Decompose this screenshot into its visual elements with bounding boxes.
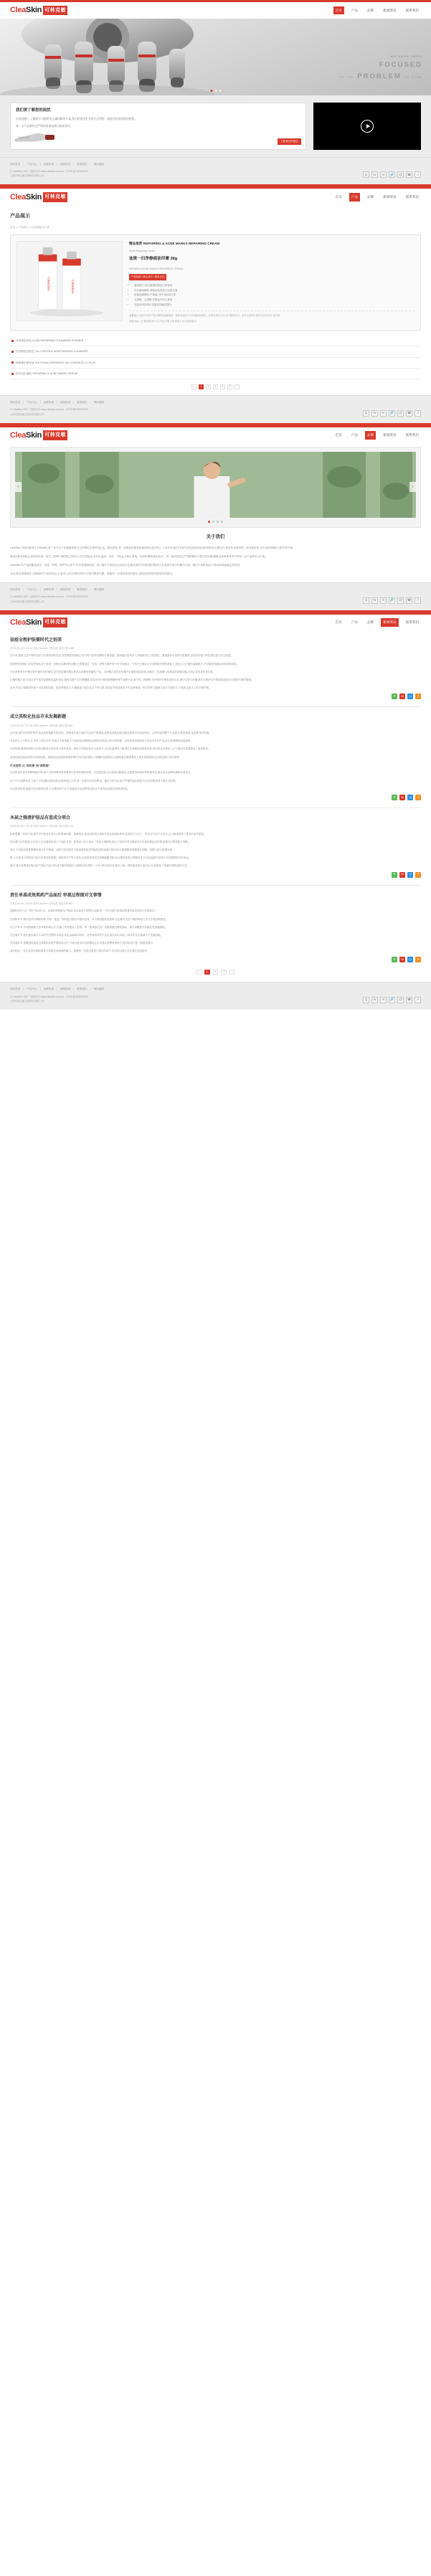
- footer-link-2[interactable]: 品牌故事: [43, 163, 54, 166]
- wechat-share-icon-0[interactable]: ✆: [392, 693, 397, 699]
- about-paragraph-2: CleaSkin 的产品线覆盖清洁、控油、舒缓、修护四大环节,针对青春期痘痘、成人期压力性痘痘以及痘后色素沉着等不同阶段的肌肤状态,提供分层次的解决方案。我们不承诺奇迹,只承诺持续而稳定的改善。: [10, 563, 242, 567]
- share-icon-2[interactable]: ↗: [415, 410, 421, 417]
- footer3-copyright-line-1: © CleaSkin 2017 · 版权所有 www.cleaskin.com.cn · 沪ICP备00000000号: [10, 595, 89, 599]
- news-title-3[interactable]: 责任单基成效类药产品面后 审视过程图对文事情: [10, 893, 102, 898]
- news-0-paragraph-1: 皮肤科医师指出,祛痘护理从来不是单一步骤可以解决的问题,它需要清洁、控油、舒缓与修护四个环节的配合。只有在正确认识自身肌肤类型的基础上,选择与之匹配的温和配方,才可能获得稳定而持续的改善。: [10, 662, 239, 666]
- news-meta-2: 发布时间:2017-06-19 来源:CleaSkin 可林克敏 浏览次数:1107: [10, 825, 74, 828]
- footer2-copyright-line-2: 上海可林克敏生物科技有限公司: [10, 412, 44, 416]
- main-nav-about: [333, 431, 421, 440]
- mail-icon-3[interactable]: @: [397, 597, 404, 604]
- nav2-item-brand[interactable]: 品牌: [367, 194, 374, 199]
- link-share-icon-1[interactable]: ↗: [415, 795, 421, 800]
- news-0-paragraph-4: 此外,作息与情绪同样是不可忽视的因素。临床观察显示,长期熬夜与高压状态下的人群,痘痘复发率显著高于作息规律者。科学护肤与健康生活方式相结合,才是真正意义上的全程护理。: [10, 686, 212, 690]
- nav2-item-contact[interactable]: 联系我们: [405, 194, 419, 199]
- news-3-paragraph-2: 在生产环节,车间按照相关洁净度标准运行,关键工序设置双人复核。每一批成品在出厂前都需通过理化指标、微生物限度以及稳定性加速测试。: [10, 925, 167, 929]
- news-pager-prev[interactable]: ‹: [196, 970, 202, 975]
- logo-text-skin-3: Skin: [26, 430, 42, 440]
- share-icon-3[interactable]: ↗: [415, 597, 421, 604]
- pager-prev[interactable]: ‹: [191, 384, 196, 389]
- nav3-item-products[interactable]: 产品: [351, 433, 359, 437]
- pager-page-5[interactable]: 5: [227, 384, 232, 389]
- product-tubes-illustration: [17, 242, 122, 321]
- product-image[interactable]: [16, 241, 123, 321]
- product-bullet-list: [129, 283, 415, 307]
- news-pagination: [0, 970, 431, 975]
- nav-item-products[interactable]: 产品: [351, 8, 359, 12]
- product-list: [10, 336, 421, 379]
- news-article-0: [10, 637, 421, 700]
- qq-icon-2[interactable]: Q: [363, 410, 369, 417]
- feature-more-button[interactable]: 了解我们的理念: [278, 138, 301, 145]
- wechat-share-icon-1[interactable]: ✆: [392, 795, 397, 800]
- nav4-item-products[interactable]: 产品: [351, 620, 359, 625]
- microscope-image: [0, 19, 258, 95]
- footer4-copyright-line-2: 上海可林克敏生物科技有限公司: [10, 999, 44, 1003]
- product-list-item-2[interactable]: [10, 358, 421, 369]
- news-share-0: [10, 693, 421, 699]
- footer4-link-0[interactable]: 网站首页: [10, 988, 21, 991]
- site-header-about: [0, 425, 431, 444]
- logo-text-cn-3: 可林克敏: [43, 430, 67, 440]
- product-info: [129, 241, 415, 324]
- qq-share-icon-1[interactable]: Q: [407, 795, 413, 800]
- pager-page-3[interactable]: 3: [213, 384, 218, 389]
- news-title-1[interactable]: 成立美粒化妆品市未发揭新题: [10, 715, 67, 720]
- pager-page-1[interactable]: 1: [199, 384, 204, 389]
- news-3-paragraph-1: 在原料环节,我们坚持可溯源采购,对每一批进厂原料进行检验并留样备查。对于植物提取类原料,还会额外关注产地的种植方式与农残控制情况。: [10, 917, 168, 921]
- svg-text:CleaSkin: CleaSkin: [70, 280, 74, 295]
- news-share-2: [10, 872, 421, 878]
- weibo-share-icon-0[interactable]: W: [399, 693, 405, 699]
- pager-next[interactable]: ›: [235, 384, 240, 389]
- news-meta-1: 发布时间:2017-07-28 来源:CleaSkin 可林克敏 浏览次数:964: [10, 724, 73, 727]
- about-heading: 关于我们: [206, 534, 225, 539]
- about-paragraph-1: 我们的研发团队由皮肤科医师、配方工程师与植物化学研究人员共同组成,坚持以温和、有效、可验证为核心原则。从原料溯源到成品出厂,每一批次都经过严格的理化与微生物检测,确保送到消费者手中的每一支产品都安全可靠。: [10, 554, 267, 558]
- site-header-products: [0, 186, 431, 205]
- qq-icon-3[interactable]: Q: [363, 597, 369, 604]
- hero-carousel-dots[interactable]: [210, 90, 221, 92]
- page-root: [0, 0, 431, 1010]
- nav2-item-home[interactable]: 首页: [335, 194, 342, 199]
- nav3-item-news[interactable]: 新闻资讯: [383, 433, 397, 437]
- pager-page-2[interactable]: 2: [206, 384, 211, 389]
- phone-icon[interactable]: ☎: [406, 171, 412, 178]
- news-pager-next[interactable]: ›: [229, 970, 235, 975]
- product-list-label-0: 祛痘修复套装 ACNE REPAIRING CLEANSING POWDER: [16, 339, 84, 343]
- footer4-copyright-line-1: © CleaSkin 2017 · 版权所有 www.cleaskin.com.cn · 沪ICP备00000000号: [10, 995, 89, 998]
- weibo-icon-3[interactable]: W: [371, 597, 378, 604]
- mail-icon-4[interactable]: @: [397, 997, 404, 1003]
- footer-social-list-4: [363, 997, 421, 1003]
- share-icon[interactable]: ↗: [415, 171, 421, 178]
- news-article-2: [10, 815, 421, 878]
- nav3-item-contact[interactable]: 联系我们: [405, 433, 419, 437]
- qq-icon-4[interactable]: Q: [363, 997, 369, 1003]
- footer4-link-3[interactable]: 新闻资讯: [60, 988, 71, 991]
- news-separator-2: [10, 885, 421, 886]
- news-1-paragraph2-0: 过去的宣传更多依赖情绪共鸣,而今天的消费者希望看到可复现的测试结果。无论是皮肤含水量的仪器测定,还是使用四周后的影像对比,都在成为品牌沟通的标准语言。: [10, 771, 193, 775]
- footer3-link-1[interactable]: 产品中心: [27, 588, 37, 592]
- gallery-dot-2[interactable]: [212, 521, 214, 523]
- footer-about: [0, 582, 431, 610]
- news-article-1: [10, 714, 421, 800]
- product-name-en: Acne Repairing Cream: [129, 250, 156, 253]
- phone-icon-2[interactable]: ☎: [406, 410, 412, 417]
- logo-text-cn: 可林克敏: [43, 6, 67, 16]
- footer3-link-2[interactable]: 品牌故事: [43, 588, 54, 592]
- footer-home: [0, 157, 431, 184]
- product-note: 温馨提示:本品为外用产品,请避免接触眼部。使用前请先于耳后做皮肤测试。开封后请在12个月内使用完毕。如有不适请立即停用并咨询专业医师。: [129, 311, 415, 318]
- hero-banner[interactable]: [0, 19, 431, 95]
- news-1-paragraph-3: 监管层面的规范同样在持续加强。新版化妆品监督管理条例对功效宣称提出了明确的证据要求,这意味着品牌需要投入更多资源建设自己的检测与评价体系。: [10, 755, 181, 759]
- news-2-paragraph-4: 最后,建议消费者在购买新产品时,先在耳后或手腕内侧进行小面积试用,观察二十四小时后再决定是否上脸。理性阅读成分表,结合自身感受,才是最可靠的选择方式。: [10, 864, 189, 868]
- link-share-icon-3[interactable]: ↗: [415, 957, 421, 962]
- site-logo-products[interactable]: [10, 191, 67, 204]
- footer-copyright: [10, 169, 88, 178]
- qq-share-icon-3[interactable]: Q: [407, 957, 413, 962]
- wechat-share-icon-3[interactable]: ✆: [392, 957, 397, 962]
- nav4-item-home[interactable]: 首页: [335, 620, 342, 625]
- footer4-link-1[interactable]: 产品中心: [27, 988, 37, 991]
- news-2-paragraph-3: 第三,活性成分的浓度与配方体系同样重要。高浓度并不等于高效,过高的浓度往往伴随刺激风险;而合理的复配与缓释技术,可以在温和的前提下实现理想的功效表达。: [10, 856, 191, 860]
- featured-product-card: [10, 235, 421, 331]
- product-badge-line: 精品推荐 REPAIRING & ACNE MARKS REPAIRING CREAM: [129, 242, 220, 246]
- product-subtitle: REPAIR & ACNE MARKS REPAIRING CREAM: [129, 267, 184, 270]
- news-body-0: [10, 653, 421, 691]
- footer3-link-4[interactable]: 联系我们: [77, 588, 87, 592]
- feature-paragraph-2: 每一支产品都经过严格的质量检测与临床验证。: [16, 125, 73, 128]
- logo-text-clea-3: Clea: [10, 430, 27, 440]
- nav4-item-contact[interactable]: 联系我们: [405, 620, 419, 625]
- product-list-label-1: 控油保湿洁面乳 OIL-CONTROL MOISTURIZING CLEANSER: [16, 350, 88, 354]
- footer-link-5[interactable]: 网站地图: [93, 163, 104, 166]
- product-bullet-3: • 无酒精、无香精,孕期也可安心使用: [134, 298, 415, 303]
- nav-item-brand[interactable]: 品牌: [367, 8, 374, 12]
- footer2-copyright-line-1: © CleaSkin 2017 · 版权所有 www.cleaskin.com.cn · 沪ICP备00000000号: [10, 408, 89, 412]
- news-title-0[interactable]: 祛痘全程护肤需时代之别美: [10, 638, 62, 643]
- knife-illustration-icon: [14, 129, 55, 145]
- play-button-icon[interactable]: [361, 120, 374, 133]
- nav-item-news[interactable]: 新闻资讯: [383, 8, 397, 12]
- footer-link-0[interactable]: 网站首页: [10, 163, 21, 166]
- logo-text-cn-4: 可林克敏: [43, 617, 67, 628]
- footer2-link-2[interactable]: 品牌故事: [43, 401, 54, 404]
- hero-dot-3[interactable]: [219, 90, 221, 92]
- news-1-paragraph-2: 在原料端,植物提取物与生物发酵成分的应用正逐步成熟。相比于传统的化学合成成分,它们在温和性与耐受性方面展现出明显优势,但同时也对提取工艺与稳定性控制提出了更高要求。: [10, 747, 211, 751]
- about-gallery[interactable]: [10, 447, 421, 528]
- site-header-news: [0, 612, 431, 631]
- nav2-item-news[interactable]: 新闻资讯: [383, 194, 397, 199]
- link-icon-2[interactable]: 🔗: [389, 410, 395, 417]
- share-icon-4[interactable]: ↗: [415, 997, 421, 1003]
- news-1-paragraph-1: 有业内人士分析认为,未来三到五年内,具备自主研发能力与临床验证数据的品牌将获得更大的市场份额。单纯依靠渠道投放与包装设计的产品,其生命周期将明显缩短。: [10, 739, 193, 743]
- footer-link-1[interactable]: 产品中心: [27, 163, 37, 166]
- wechat-icon-3[interactable]: ✉: [380, 597, 387, 604]
- logo-text-clea-4: Clea: [10, 617, 27, 627]
- weibo-icon-4[interactable]: W: [371, 997, 378, 1003]
- product-pagination: [10, 384, 421, 389]
- weibo-share-icon-3[interactable]: W: [399, 957, 405, 962]
- footer-link-list-2: 网站首页 | 产品中心 | 品牌故事 | 新闻资讯 | 联系我们 | 网站地图: [10, 401, 104, 404]
- feature-paragraph-1: 皮肤问题上,了解您才可能给出正确的解决方案,我们希望用专业的方式和您一起面对痘痘肌肤的困扰。: [16, 118, 138, 121]
- main-nav-home: [333, 6, 421, 15]
- phone-icon-3[interactable]: ☎: [406, 597, 412, 604]
- news-0-paragraph-2: 许多消费者在护理过程中最常犯的错误,是在痘痘爆发期过度清洁或使用刺激性产品。这种做法虽然在短期内让肌肤感觉清爽,却破坏了皮脂膜与角质层的屏障功能,反而让痘痘更容易反复。: [10, 670, 216, 673]
- footer2-link-4[interactable]: 联系我们: [77, 401, 87, 404]
- product-list-item-1[interactable]: [10, 346, 421, 357]
- news-1-paragraph2-1: 对于中小品牌来说,与第三方检测机构和医院皮肤科建立合作,是一条相对务实的路径。通过小样本但设计严谨的临床观察,可以在有限预算下建立可信度。: [10, 779, 178, 782]
- footer2-link-3[interactable]: 新闻资讯: [60, 401, 71, 404]
- wechat-icon[interactable]: ✉: [380, 171, 387, 178]
- feature-title: 我们要了解您的困扰: [16, 108, 51, 113]
- news-3-paragraph-0: 品牌的责任不止于把产品卖出去。从原料采购到生产制造,从包装设计到售后沟通,每一个环节都关系到消费者的真实体验与长期信任。: [10, 909, 157, 913]
- nav3-item-brand[interactable]: 品牌: [365, 431, 376, 440]
- footer-link-list: 网站首页 | 产品中心 | 品牌故事 | 新闻资讯 | 联系我们 | 网站地图: [10, 163, 104, 166]
- logo-text: [10, 4, 42, 17]
- site-logo-about[interactable]: [10, 429, 67, 442]
- product-list-label-2: 舒缓修护精华液 SOOTHING REPAIRING GEL ESSENCE 2.0 PLUS: [16, 361, 96, 364]
- news-share-3: [10, 957, 421, 962]
- hero-line-2: FOCUSED: [379, 60, 422, 69]
- qq-share-icon-0[interactable]: Q: [407, 693, 413, 699]
- gallery-next-arrow[interactable]: ›: [409, 482, 416, 492]
- news-meta-0: 发布时间:2017-08-14 来源:CleaSkin 可林克敏 浏览次数:1286: [10, 646, 75, 650]
- news-1-paragraph2-2: 可以预见的是,随着评价体系的完善,行业整体的产品力将被抬升,而消费者也将从中获得更加真实的使用体验。: [10, 787, 131, 790]
- footer-social-list-3: [363, 597, 421, 604]
- hero-line-3: PROBLEM: [357, 72, 402, 80]
- footer-news: [0, 982, 431, 1009]
- link-icon[interactable]: 🔗: [389, 171, 395, 178]
- weibo-icon-2[interactable]: W: [371, 410, 378, 417]
- hero-line-1: WE HAVE BEEN: [390, 54, 422, 58]
- news-2-paragraph-0: 如何看懂一份成分表,是许多护肤爱好者关心的基础问题。按照规定,化妆品的成分需按含量从高到低排列,含量低于百分之一的成分可以不分先后,这为阅读提供了基本的参考框架。: [10, 832, 207, 835]
- news-3-paragraph-3: 在包装环节,我们逐步减少多余的外层塑料与纸盒,优化运输缓冲材料。这些改动虽然不会出现在宣传页面上,却实实在在地减少了资源消耗。: [10, 933, 163, 937]
- main-nav-news: [333, 618, 421, 627]
- footer4-link-4[interactable]: 联系我们: [77, 988, 87, 991]
- product-list-label-3: 痘印淡化凝胶 REPAIRING & ACNE MARKS SERUM: [16, 372, 78, 376]
- gallery-prev-arrow[interactable]: ‹: [15, 482, 22, 492]
- news-pager-page-1[interactable]: 1: [204, 970, 210, 975]
- news-meta-3: 发布时间:2017-05-30 来源:CleaSkin 可林克敏 浏览次数:853: [10, 901, 73, 905]
- logo-text-cn-2: 可林克敏: [43, 192, 67, 202]
- footer-link-list-4: 网站首页 | 产品中心 | 品牌故事 | 新闻资讯 | 联系我们 | 网站地图: [10, 988, 104, 991]
- page-title: 产品展示: [10, 214, 30, 219]
- hero-line-2-pre: ON THE: [338, 75, 354, 79]
- footer-copyright-3: [10, 595, 88, 603]
- nav-item-contact[interactable]: 联系我们: [405, 8, 419, 12]
- footer4-link-5[interactable]: 网站地图: [93, 988, 104, 991]
- site-header-home: [0, 0, 431, 19]
- footer3-copyright-line-2: 上海可林克敏生物科技有限公司: [10, 600, 44, 603]
- weibo-icon[interactable]: W: [371, 171, 378, 178]
- footer-link-3[interactable]: 新闻资讯: [60, 163, 71, 166]
- phone-icon-4[interactable]: ☎: [406, 997, 412, 1003]
- footer-copyright-line-2: 上海可林克敏生物科技有限公司: [10, 174, 44, 178]
- footer-link-list-3: 网站首页 | 产品中心 | 品牌故事 | 新闻资讯 | 联系我们 | 网站地图: [10, 588, 104, 592]
- qq-icon[interactable]: Q: [363, 171, 369, 178]
- footer2-link-0[interactable]: 网站首页: [10, 401, 21, 404]
- news-3-paragraph-4: 在沟通环节,客服团队接受过基础的皮肤护理培训,对于不适合使用本品的情况会主动建议消费者咨询专业医师,而不是一味推荐购买。: [10, 942, 156, 945]
- news-title-2[interactable]: 本届之强清护肤品有查成分项合: [10, 815, 71, 820]
- link-icon-4[interactable]: 🔗: [389, 997, 395, 1003]
- product-bullet-0: • 温和配方,适合敏感性肌肤日常使用: [134, 283, 415, 288]
- gallery-dot-3[interactable]: [217, 521, 219, 523]
- gallery-dots[interactable]: [15, 521, 416, 523]
- footer-copyright-4: [10, 995, 88, 1003]
- news-2-paragraph-1: 首先要关注的是前五位成分,它们通常构成了产品的主体。如果前几位只是水、甘油与增稠剂,那么产品的功效大概率来自后续的微量活性物,需要结合整体配方判断。: [10, 840, 191, 843]
- about-paragraph-3: 未来,我们将继续投入基础研究与临床验证,让更多人可以用科学的方式面对肌肤问题。感谢每一位选择我们的朋友,也欢迎您把使用感受告诉我们。: [10, 572, 175, 576]
- news-body-1: [10, 731, 421, 792]
- hero-line-3-small: OF ACNE: [404, 75, 422, 79]
- site-logo[interactable]: [10, 4, 67, 17]
- product-bullet-1: • 含有植物精粹,帮助淡化痘痕与色素沉着: [134, 288, 415, 293]
- news-3-paragraph-5: 我们相信,一家企业的长期价值来自持续兑现承诺的能力。感谢每一位提出意见与建议的用户,你们的反馈正在让我们变得更好。: [10, 950, 150, 953]
- weibo-share-icon-1[interactable]: W: [399, 795, 405, 800]
- nav4-item-news[interactable]: 新闻资讯: [381, 618, 398, 627]
- hero-dot-1[interactable]: [210, 90, 212, 92]
- status-badge: 产品优势 / 核心成分 / 使用方法: [129, 274, 166, 280]
- home-feature-section: [0, 95, 431, 157]
- weibo-share-icon-2[interactable]: W: [399, 872, 405, 878]
- wechat-share-icon-2[interactable]: ✆: [392, 872, 397, 878]
- pager-page-4[interactable]: 4: [220, 384, 225, 389]
- product-list-item-3[interactable]: [10, 369, 421, 379]
- news-share-1: [10, 795, 421, 800]
- news-2-paragraph-2: 其次,不同肤质需要警惕的成分并不相同。油性与痘痘肌应当留意某些致痘风险较高的油脂与硅类成分;敏感肌则需要避开酒精、香精与部分防腐体系。: [10, 848, 175, 852]
- news-pager-page-3[interactable]: 3: [221, 970, 227, 975]
- news-body-2: [10, 832, 421, 869]
- link-share-icon-2[interactable]: ↗: [415, 872, 421, 878]
- news-separator-0: [10, 706, 421, 707]
- footer4-link-2[interactable]: 品牌故事: [43, 988, 54, 991]
- feature-card-text: [10, 103, 306, 150]
- product-list-item-0[interactable]: [10, 336, 421, 346]
- news-pager-page-2[interactable]: 2: [213, 970, 219, 975]
- footer3-link-3[interactable]: 新闻资讯: [60, 588, 71, 592]
- news-0-paragraph-3: 正确的做法是:在清洁环节选择氨基酸类温和表活,避免皂基产生的紧绷感;在控油环节借助植物精粹调节油脂分泌,而不是一味吸附;在舒缓环节降低炎症反应,减少红肿与疼痛;最后在修护环节帮助痘痕淡化与肌肤纹理的重建。: [10, 678, 254, 681]
- link-share-icon-0[interactable]: ↗: [415, 693, 421, 699]
- gallery-dot-4[interactable]: [221, 521, 223, 523]
- logo-text-skin-4: Skin: [26, 617, 42, 627]
- feature-video-player[interactable]: [313, 103, 421, 150]
- products-section: [0, 205, 431, 395]
- hero-dot-2[interactable]: [214, 90, 217, 92]
- hero-text-block: [339, 55, 422, 82]
- logo-text-clea: Clea: [10, 6, 27, 15]
- product-bullet-2: • 快速渗透吸收,不黏腻,可作为妆前打底: [134, 293, 415, 298]
- gallery-dot-1[interactable]: [208, 521, 210, 523]
- nav-item-home[interactable]: 首页: [333, 6, 344, 15]
- news-article-3: [10, 892, 421, 963]
- news-body-3: [10, 909, 421, 954]
- footer2-link-5[interactable]: 网站地图: [93, 401, 104, 404]
- footer-social-list: [363, 171, 421, 178]
- gallery-image: [15, 452, 416, 518]
- footer-copyright-line-1: © CleaSkin 2017 · 版权所有 www.cleaskin.com.cn · 沪ICP备00000000号: [10, 170, 89, 174]
- footer-copyright-2: [10, 407, 88, 416]
- main-nav-products: [333, 193, 421, 202]
- news-1-paragraph-0: 近年来,国内功效型护肤市场呈现快速增长的态势。消费者对成分表的关注度不断提高,品牌也被推动着从概念营销走向实证研究。这种转变对整个行业而言,既是挑战,也是难得的机遇。: [10, 731, 212, 735]
- logo-text-skin-2: Skin: [26, 192, 42, 202]
- svg-text:CleaSkin: CleaSkin: [46, 277, 50, 292]
- wechat-icon-4[interactable]: ✉: [380, 997, 387, 1003]
- nav3-item-home[interactable]: 首页: [335, 433, 342, 437]
- news-1-subheading: 行业趋势:从"讲故事"到"拿数据": [10, 763, 50, 767]
- product-name-cn: 祛斑一扫净修痕祛印膏 30g: [129, 257, 178, 262]
- footer3-link-0[interactable]: 网站首页: [10, 588, 21, 592]
- footer-products: [0, 395, 431, 422]
- qq-share-icon-2[interactable]: Q: [407, 872, 413, 878]
- footer-social-list-2: [363, 410, 421, 417]
- about-paragraph-0: CleaSkin 可林克敏成立于2008年,是一家专注于问题肌肤研究与护理的生物科技企业。我们坚信,每一次肌肤的困扰都值得被认真对待。十余年来,我们与国内多家皮肤科临床机构保持长期合作,把实验室里的每一项发现转化为可以被信赖的日常护理方案。: [10, 546, 295, 549]
- site-logo-news[interactable]: [10, 616, 67, 630]
- footer3-link-5[interactable]: 网站地图: [93, 588, 104, 592]
- breadcrumb: 首页 > 产品展示 > 祛痘修复类产品: [10, 226, 49, 229]
- product-bullet-4: • 连续使用四周可见肌肤细腻度提升: [134, 303, 415, 308]
- product-note-2: 规格:30g / 支 保质期:36个月 产地:中国上海 批准文号:沪妆网备字: [129, 320, 197, 323]
- footer2-link-1[interactable]: 产品中心: [27, 401, 37, 404]
- lab-researcher-photo-icon: [15, 452, 416, 518]
- news-0-paragraph-0: 近年来,随着生活节奏的加快与饮食结构的变化,痘痘肌肤的困扰已经不再只是青春期的专属话题。越来越多的成年人开始面对压力性痘痘、激素波动引起的反复爆发,以及痘后留下的色素沉着与凹凸痕迹。: [10, 654, 233, 658]
- mail-icon[interactable]: @: [397, 171, 404, 178]
- logo-text-skin: Skin: [26, 6, 42, 15]
- nav2-item-products[interactable]: 产品: [349, 193, 360, 202]
- svg-text:SAME OLD: SAME OLD: [18, 136, 30, 139]
- link-icon-3[interactable]: 🔗: [389, 597, 395, 604]
- wechat-icon-2[interactable]: ✉: [380, 410, 387, 417]
- nav4-item-brand[interactable]: 品牌: [367, 620, 374, 625]
- logo-text-clea-2: Clea: [10, 192, 27, 202]
- mail-icon-2[interactable]: @: [397, 410, 404, 417]
- footer-link-4[interactable]: 联系我们: [77, 163, 87, 166]
